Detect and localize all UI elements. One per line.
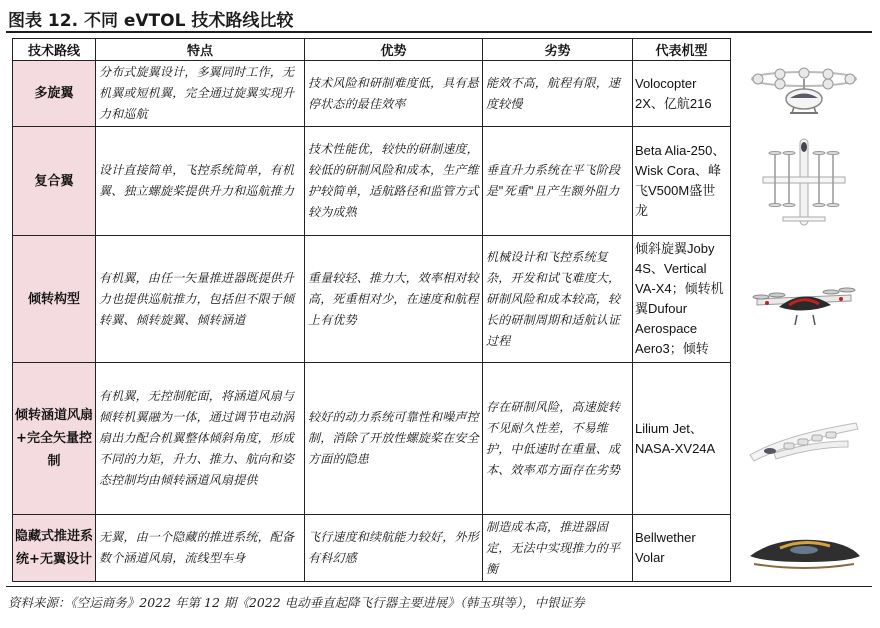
route-cell: 倾转涵道风扇+完全矢量控制 (13, 363, 96, 515)
table-row (13, 515, 731, 582)
features-cell: 有机翼，由任一矢量推进器既提供升力也提供巡航推力，包括但不限于倾转翼、倾转旋翼、倾转涵道 (96, 236, 305, 363)
wingless-aircraft-image (734, 517, 874, 584)
table-row (13, 61, 731, 127)
header-advantages: 优势 (305, 39, 483, 61)
header-features: 特点 (96, 39, 305, 61)
advantages-cell: 技术风险和研制难度低，具有悬停状态的最佳效率 (305, 61, 483, 127)
disadvantages-cell: 制造成本高，推进器固定，无法中实现推力的平衡 (483, 515, 633, 582)
features-cell: 分布式旋翼设计，多翼同时工作，无机翼或短机翼，完全通过旋翼实现升力和巡航 (96, 61, 305, 127)
advantages-cell: 较好的动力系统可靠性和噪声控制，消除了开放性螺旋桨在安全方面的隐患 (305, 363, 483, 515)
header-route: 技术路线 (13, 39, 96, 61)
advantages-cell: 重量较轻、推力大，效率相对较高，死重相对少，在速度和航程上有优势 (305, 236, 483, 363)
header-models: 代表机型 (633, 39, 731, 61)
header-disadvantages: 劣势 (483, 39, 633, 61)
source-note: 资料来源：《空运商务》2022 年第 12 期《2022 电动垂直起降飞行器主要进展》（韩玉琪等），中银证券 (8, 595, 585, 610)
table-header-row (13, 39, 731, 61)
disadvantages-cell: 垂直升力系统在平飞阶段是"死重"且产生额外阻力 (483, 127, 633, 236)
features-cell: 无翼，由一个隐藏的推进系统，配备数个涵道风扇，流线型车身 (96, 515, 305, 582)
tilt-duct-aircraft-image (734, 364, 874, 516)
comparison-table (12, 38, 731, 582)
route-cell: 多旋翼 (13, 61, 96, 127)
models-cell: Bellwether Volar (633, 515, 731, 582)
disadvantages-cell: 机械设计和飞控系统复杂，开发和试飞难度大，研制风险和成本较高，较长的研制周期和适航认证过程 (483, 236, 633, 363)
features-cell: 设计直接简单，飞控系统简单，有机翼、独立螺旋桨提供升力和巡航推力 (96, 127, 305, 236)
figure-title: 图表 12. 不同 eVTOL 技术路线比较 (8, 11, 294, 31)
models-cell: 倾斜旋翼Joby 4S、Vertical VA-X4；倾转机翼Dufour Aerospace Aero3；倾转 (633, 236, 731, 363)
tilt-rotor-aircraft-image (734, 236, 874, 363)
route-cell: 复合翼 (13, 127, 96, 236)
disadvantages-cell: 能效不高，航程有限，速度较慢 (483, 61, 633, 127)
table-row (13, 236, 731, 363)
route-cell: 隐藏式推进系统+无翼设计 (13, 515, 96, 582)
multirotor-aircraft-image (734, 60, 874, 125)
models-cell: Volocopter 2X、亿航216 (633, 61, 731, 127)
table-row (13, 127, 731, 236)
models-cell: Lilium Jet、NASA-XV24A (633, 363, 731, 515)
compound-wing-aircraft-image (734, 126, 874, 235)
disadvantages-cell: 存在研制风险，高速旋转不见耐久性差，不易维护，中低速时在重量、成本、效率邓方面存在劣势 (483, 363, 633, 515)
advantages-cell: 技术性能优，较快的研制速度，较低的研制风险和成本，生产维护较简单，适航路径和监管方式较为成熟 (305, 127, 483, 236)
models-cell: Beta Alia-250、Wisk Cora、峰飞V500M盛世龙 (633, 127, 731, 236)
source-divider (6, 586, 872, 587)
route-cell: 倾转构型 (13, 236, 96, 363)
advantages-cell: 飞行速度和续航能力较好，外形有科幻感 (305, 515, 483, 582)
title-divider (6, 31, 872, 33)
features-cell: 有机翼，无控制舵面，将涵道风扇与倾转机翼融为一体，通过调节电动涡扇出力配合机翼整体倾斜角度，形成不同的力矩，升力、推力、航向和姿态控制均由倾转涵道风扇提供 (96, 363, 305, 515)
table-row (13, 363, 731, 515)
